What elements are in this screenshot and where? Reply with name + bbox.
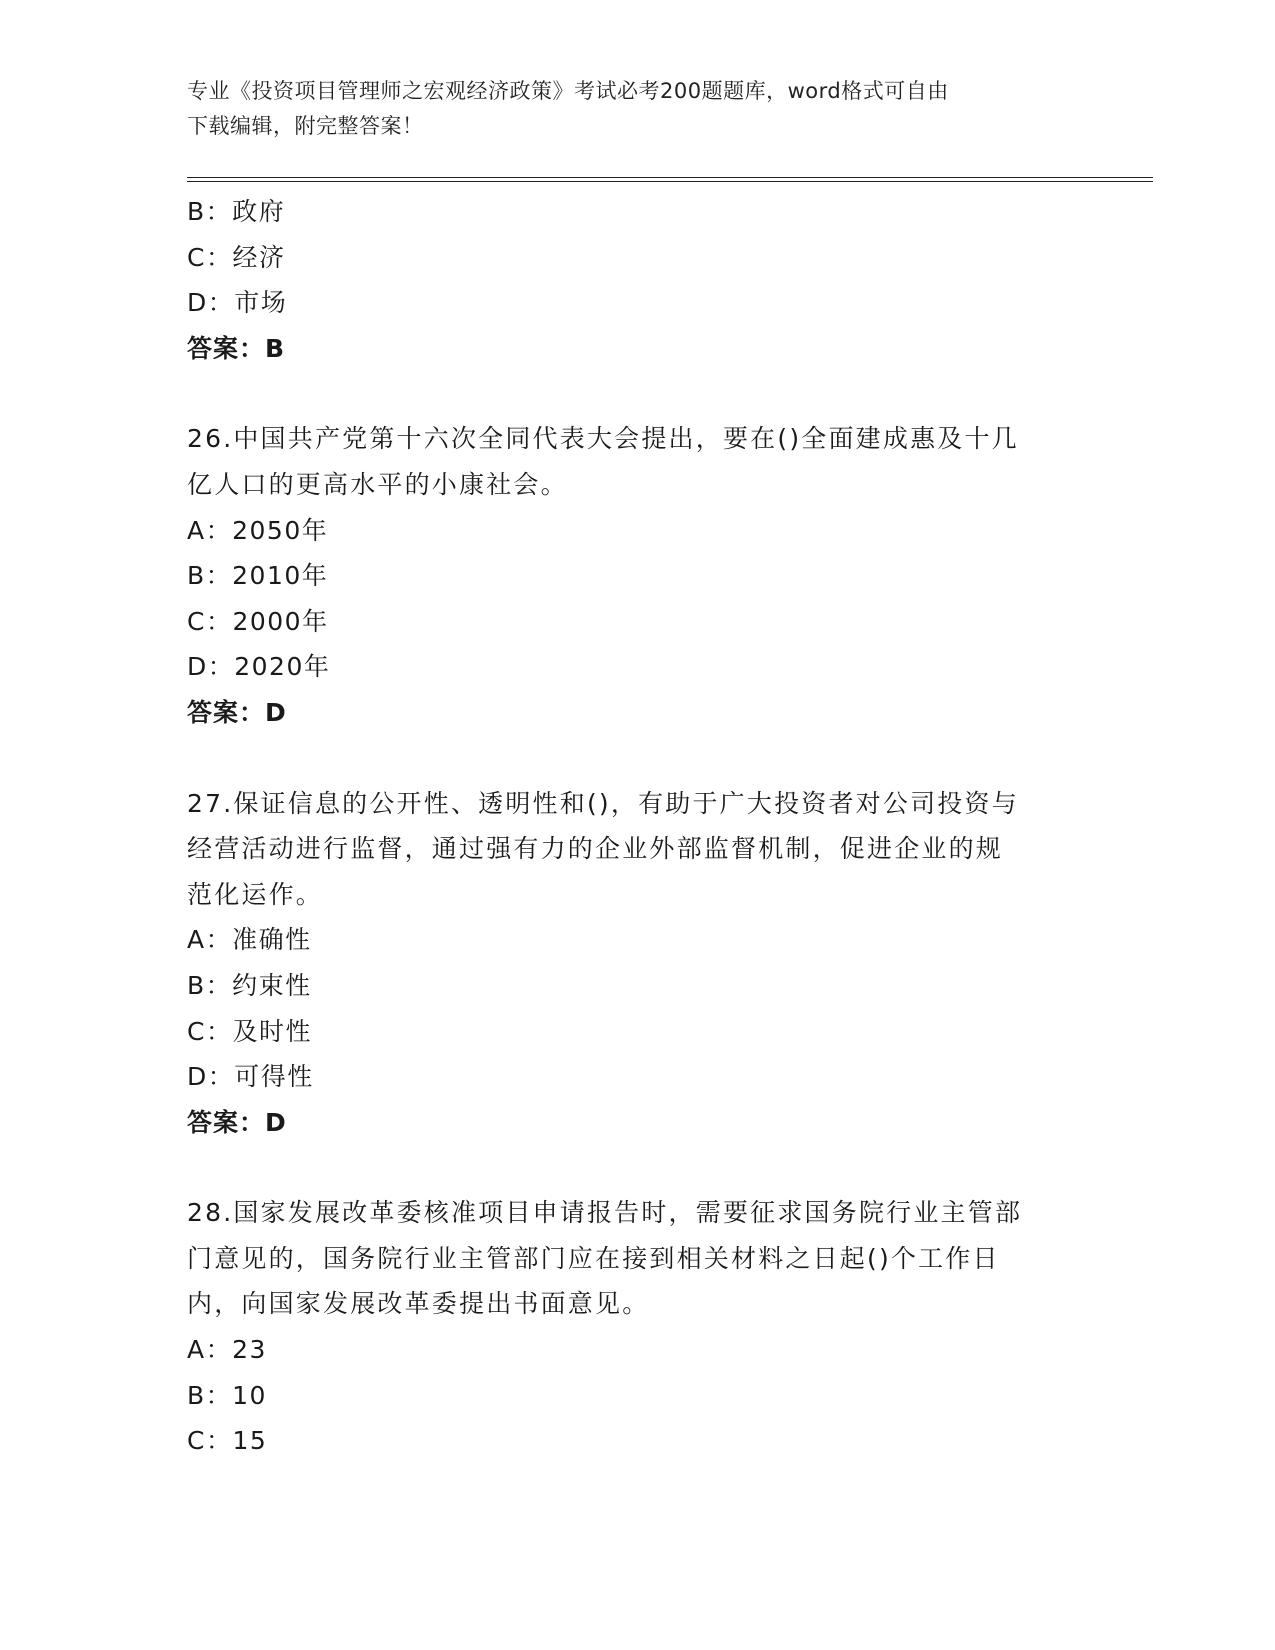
option-a: A：2050年 [187, 515, 329, 545]
option-c: C：经济 [187, 242, 286, 272]
answer: 答案：D [187, 1107, 287, 1137]
option-b: B：10 [187, 1380, 267, 1410]
question-gap [187, 736, 1107, 781]
question-28 [187, 1190, 1107, 1464]
question-27 [187, 781, 1107, 1146]
question-text: 范化运作。 [187, 879, 324, 909]
option-d: D：市场 [187, 288, 288, 318]
option-b: B：2010年 [187, 561, 329, 591]
question-text: 内，向国家发展改革委提出书面意见。 [187, 1289, 650, 1319]
option-a: A：准确性 [187, 925, 312, 955]
page-header [187, 74, 1087, 144]
question-26 [187, 416, 1107, 735]
answer: 答案：B [187, 333, 286, 363]
question-text: 门意见的，国务院行业主管部门应在接到相关材料之日起()个工作日 [187, 1243, 1000, 1273]
question-text: 经营活动进行监督，通过强有力的企业外部监督机制，促进企业的规 [187, 834, 1004, 864]
option-b: B：政府 [187, 197, 286, 226]
question-list [187, 189, 1107, 1464]
option-c: C：2000年 [187, 606, 329, 636]
question-text: 27.保证信息的公开性、透明性和()，有助于广大投资者对公司投资与 [187, 788, 1019, 818]
option-c: C：及时性 [187, 1016, 312, 1046]
question-gap [187, 371, 1107, 416]
answer: 答案：D [187, 697, 287, 727]
question-text: 28.国家发展改革委核准项目申请报告时，需要征求国务院行业主管部 [187, 1198, 1023, 1228]
option-d: D：可得性 [187, 1062, 314, 1092]
option-c: C：15 [187, 1426, 268, 1456]
option-b: B：约束性 [187, 970, 312, 1000]
header-divider [187, 177, 1153, 182]
header-line-2: 下载编辑，附完整答案！ [187, 114, 424, 138]
question-gap [187, 1145, 1107, 1190]
option-d: D：2020年 [187, 652, 331, 682]
question-25 [187, 189, 1107, 371]
header-line-1: 专业《投资项目管理师之宏观经济政策》考试必考200题题库，word格式可自由 [187, 79, 949, 103]
question-text: 亿人口的更高水平的小康社会。 [187, 469, 568, 499]
option-a: A：23 [187, 1335, 267, 1365]
question-text: 26.中国共产党第十六次全同代表大会提出，要在()全面建成惠及十几 [187, 424, 1019, 454]
